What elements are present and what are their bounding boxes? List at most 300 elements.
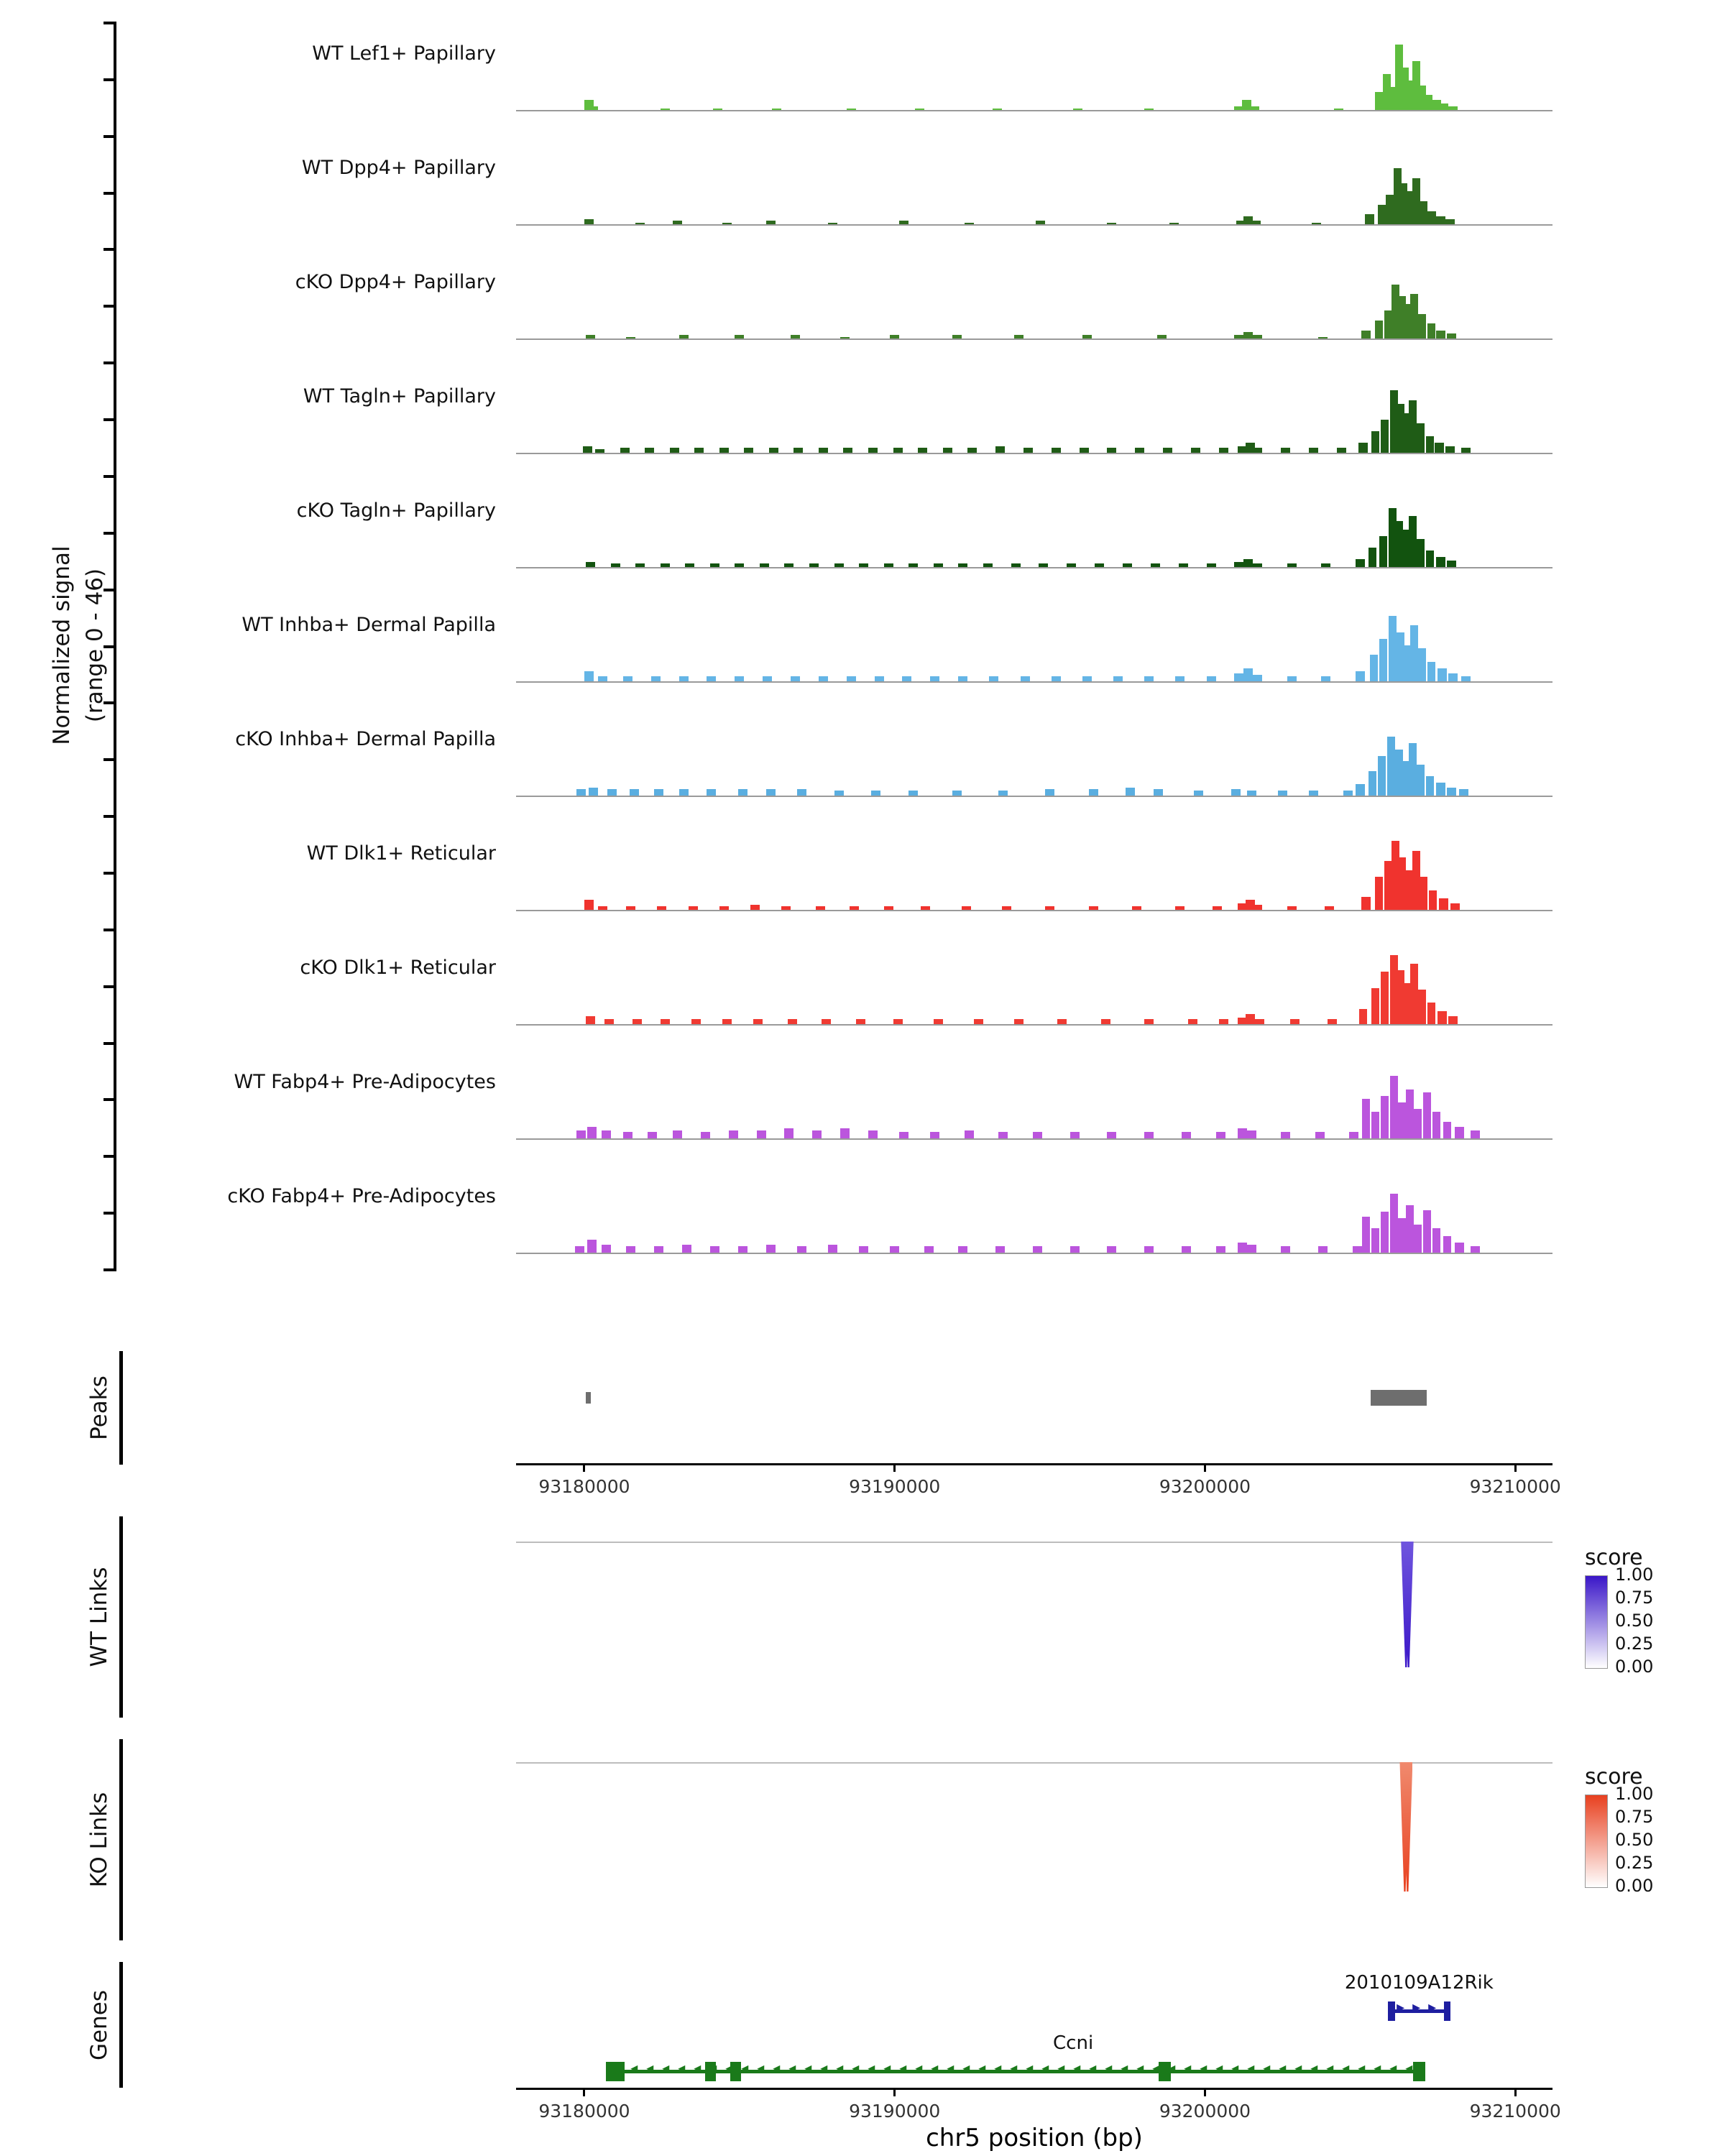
signal-bar <box>1073 109 1082 110</box>
signal-bar <box>1371 1112 1379 1138</box>
signal-bar <box>840 1128 850 1138</box>
signal-y-tick <box>104 1042 116 1045</box>
signal-bar <box>1409 516 1417 567</box>
gene-strand-arrow: ◂ <box>1168 2059 1176 2076</box>
signal-track-3 <box>516 377 1552 453</box>
signal-bar <box>1334 109 1343 110</box>
peaks-x-tick <box>583 1463 585 1472</box>
peaks-spine <box>119 1351 123 1465</box>
gene-strand-arrow: ◂ <box>1105 2059 1113 2076</box>
signal-bar <box>1188 1019 1197 1024</box>
signal-bar <box>1417 539 1425 567</box>
signal-bar <box>1390 1076 1398 1138</box>
signal-bar <box>1439 898 1448 910</box>
signal-y-tick <box>104 758 116 761</box>
signal-bar <box>1234 335 1243 338</box>
signal-bar <box>998 791 1008 796</box>
signal-bar <box>934 563 943 567</box>
genes-x-tick <box>1204 2088 1206 2096</box>
signal-bar <box>1281 1246 1290 1253</box>
signal-bar <box>1213 906 1222 910</box>
signal-bar <box>1384 310 1392 338</box>
signal-bar <box>598 676 607 681</box>
signal-bar <box>819 676 828 681</box>
signal-bar <box>1404 870 1412 910</box>
signal-bar <box>924 1246 934 1253</box>
ko-links-spine <box>119 1739 123 1940</box>
signal-bar <box>1410 294 1418 338</box>
genes-spine <box>119 1962 123 2088</box>
signal-bar <box>1378 205 1386 224</box>
track-baseline-5 <box>516 681 1552 683</box>
signal-bar <box>1281 448 1290 453</box>
signal-bar <box>1287 906 1297 910</box>
signal-bar <box>1253 563 1262 567</box>
gene-strand-arrow: ◂ <box>1152 2059 1160 2076</box>
signal-bar <box>1426 550 1434 567</box>
signal-track-7 <box>516 834 1552 910</box>
peak-region-1 <box>1371 1390 1427 1406</box>
signal-bar <box>679 789 689 796</box>
signal-bar <box>989 676 998 681</box>
signal-bar <box>1219 448 1228 453</box>
signal-bar <box>1328 1019 1337 1024</box>
legend-gradient-0 <box>1585 1575 1608 1669</box>
signal-bar <box>1436 331 1445 338</box>
signal-bar <box>1435 443 1444 453</box>
signal-bar <box>791 335 800 338</box>
signal-bar <box>840 337 850 338</box>
signal-bar <box>713 109 722 110</box>
signal-bar <box>1403 983 1411 1024</box>
signal-track-0 <box>516 34 1552 110</box>
signal-bar <box>1132 906 1141 910</box>
legend-gradient-1 <box>1585 1795 1608 1888</box>
signal-y-tick <box>104 815 116 818</box>
signal-bar <box>1447 333 1456 338</box>
signal-bar <box>1384 861 1392 910</box>
track-label-10: cKO Fabp4+ Pre-Adipocytes <box>227 1184 496 1207</box>
signal-bar <box>1281 1132 1290 1138</box>
genes-x-tick-label-0: 93180000 <box>538 2101 630 2122</box>
signal-bar <box>1021 676 1030 681</box>
gene-strand-arrow: ◂ <box>1374 2059 1381 2076</box>
signal-bar <box>1361 897 1371 910</box>
gene-strand-arrow: ▸ <box>1428 1999 1437 2017</box>
signal-bar <box>1207 676 1216 681</box>
signal-bar <box>626 906 635 910</box>
signal-bar <box>1191 448 1200 453</box>
signal-bar <box>682 1245 691 1253</box>
signal-bar <box>760 563 769 567</box>
signal-bar <box>1439 103 1448 110</box>
signal-bar <box>1443 1236 1451 1253</box>
signal-bar <box>1448 673 1458 681</box>
gene-strand-arrow: ◂ <box>615 2059 622 2076</box>
legend-tick-1-3: 0.25 <box>1615 1853 1654 1873</box>
gene-strand-arrow: ◂ <box>1200 2059 1208 2076</box>
gene-exon-0-1 <box>1444 2001 1450 2021</box>
signal-bar <box>812 1130 822 1138</box>
signal-bar <box>1082 335 1092 338</box>
x-axis-title: chr5 position (bp) <box>926 2124 1143 2152</box>
signal-bar <box>1390 1194 1398 1253</box>
signal-bar <box>958 563 967 567</box>
signal-bar <box>1107 1132 1116 1138</box>
signal-bar <box>661 563 670 567</box>
signal-bar <box>1356 671 1365 681</box>
signal-bar <box>902 676 911 681</box>
legend-tick-0-0: 1.00 <box>1615 1565 1654 1585</box>
gene-exon-0-0 <box>1388 2001 1394 2021</box>
signal-bar <box>1381 1096 1389 1138</box>
signal-bar <box>1011 563 1021 567</box>
legend-title-0: score <box>1585 1545 1643 1570</box>
signal-y-tick <box>104 22 116 24</box>
signal-bar <box>722 1019 732 1024</box>
signal-bar <box>1157 335 1167 338</box>
signal-bar <box>645 448 654 453</box>
signal-bar <box>1379 639 1387 681</box>
signal-bar <box>1337 448 1346 453</box>
signal-bar <box>1471 1246 1480 1253</box>
signal-bar <box>1423 1210 1431 1253</box>
signal-bar <box>1429 890 1437 910</box>
track-baseline-2 <box>516 338 1552 340</box>
legend-tick-1-1: 0.75 <box>1615 1807 1654 1827</box>
signal-bar <box>1459 789 1468 796</box>
signal-bar <box>1362 1217 1370 1253</box>
signal-bar <box>1378 756 1386 796</box>
signal-bar <box>1436 783 1445 796</box>
signal-bar <box>648 1132 657 1138</box>
signal-bar <box>589 788 598 796</box>
signal-bar <box>586 562 595 567</box>
signal-bar <box>1039 563 1048 567</box>
signal-bar <box>1423 1092 1431 1138</box>
legend-tick-1-0: 1.00 <box>1615 1784 1654 1804</box>
track-label-9: WT Fabp4+ Pre-Adipocytes <box>234 1070 496 1093</box>
signal-bar <box>1154 789 1163 796</box>
peaks-x-tick-label-2: 93200000 <box>1159 1476 1251 1497</box>
signal-bar <box>611 563 620 567</box>
signal-bar <box>729 1130 738 1138</box>
signal-bar <box>1243 668 1253 681</box>
signal-bar <box>1381 972 1389 1024</box>
signal-y-tick <box>104 361 116 364</box>
peaks-x-tick-label-0: 93180000 <box>538 1476 630 1497</box>
signal-bar <box>763 676 772 681</box>
signal-bar <box>623 1132 632 1138</box>
signal-bar <box>661 109 670 110</box>
signal-bar <box>604 1019 614 1024</box>
signal-bar <box>1447 788 1456 796</box>
peaks-x-tick <box>1514 1463 1517 1472</box>
signal-bar <box>719 906 729 910</box>
track-baseline-6 <box>516 796 1552 797</box>
signal-bar <box>1057 1019 1067 1024</box>
signal-bar <box>1107 1246 1116 1253</box>
signal-bar <box>1375 877 1383 910</box>
gene-strand-arrow: ◂ <box>1215 2059 1223 2076</box>
signal-bar <box>1045 906 1054 910</box>
legend-tick-1-2: 0.50 <box>1615 1830 1654 1850</box>
signal-bar <box>1381 1212 1389 1253</box>
signal-bar <box>1144 1019 1154 1024</box>
gene-strand-arrow: ◂ <box>1310 2059 1318 2076</box>
genes-x-tick <box>1514 2088 1517 2096</box>
track-label-5: WT Inhba+ Dermal Papilla <box>242 613 496 636</box>
signal-bar <box>584 900 594 910</box>
signal-bar <box>1361 331 1371 338</box>
signal-bar <box>1371 1228 1379 1253</box>
signal-bar <box>1410 964 1418 1024</box>
signal-bar <box>930 676 939 681</box>
signal-bar <box>1067 563 1076 567</box>
signal-bar <box>781 906 791 910</box>
legend-title-1: score <box>1585 1764 1643 1789</box>
gene-strand-arrow: ◂ <box>630 2059 638 2076</box>
signal-y-tick <box>104 1155 116 1158</box>
signal-bar <box>1309 791 1318 796</box>
signal-bar <box>1107 223 1116 224</box>
signal-bar <box>1356 784 1365 796</box>
signal-bar <box>784 563 794 567</box>
signal-bar <box>657 906 666 910</box>
genes-section-label: Genes <box>86 1989 112 2060</box>
signal-bar <box>632 1019 642 1024</box>
peak-region-0 <box>586 1392 591 1404</box>
signal-bar <box>890 335 899 338</box>
signal-bar <box>1095 563 1104 567</box>
signal-bar <box>707 676 716 681</box>
gene-strand-arrow: ◂ <box>1326 2059 1334 2076</box>
signal-bar <box>602 1245 611 1253</box>
signal-bar <box>1445 446 1455 453</box>
gene-strand-arrow: ◂ <box>1247 2059 1255 2076</box>
signal-bar <box>908 563 918 567</box>
gene-strand-arrow: ◂ <box>694 2059 702 2076</box>
signal-bar <box>1420 877 1427 910</box>
signal-bar <box>679 676 689 681</box>
signal-bar <box>890 1246 899 1253</box>
y-axis-label-line1: Normalized signal <box>49 545 75 745</box>
signal-bar <box>1414 1225 1422 1253</box>
signal-bar <box>819 448 828 453</box>
signal-bar <box>1448 106 1458 110</box>
signal-bar <box>738 789 748 796</box>
signal-bar <box>809 563 819 567</box>
signal-bar <box>1375 92 1383 110</box>
signal-bar <box>1216 1246 1225 1253</box>
signal-bar <box>685 563 694 567</box>
signal-bar <box>1207 563 1216 567</box>
signal-track-2 <box>516 263 1552 338</box>
signal-bar <box>575 1246 584 1253</box>
gene-strand-arrow: ◂ <box>1263 2059 1271 2076</box>
signal-bar <box>1321 563 1330 567</box>
signal-bar <box>1107 448 1116 453</box>
signal-bar <box>1450 903 1460 910</box>
signal-bar <box>1387 737 1395 796</box>
signal-bar <box>595 449 604 453</box>
peaks-x-axis-line <box>516 1463 1552 1465</box>
signal-bar <box>1231 789 1241 796</box>
signal-bar <box>691 1019 701 1024</box>
signal-bar <box>1255 1019 1264 1024</box>
signal-bar <box>1353 1246 1362 1253</box>
signal-bar <box>1234 562 1243 567</box>
signal-bar <box>1403 645 1411 681</box>
signal-bar <box>1014 1019 1024 1024</box>
signal-bar <box>584 671 594 681</box>
signal-bar <box>587 1127 597 1138</box>
signal-bar <box>1426 436 1434 453</box>
signal-bar <box>1033 1132 1042 1138</box>
signal-bar <box>859 563 868 567</box>
gene-strand-arrow: ▸ <box>1397 1999 1405 2017</box>
gene-strand-arrow: ◂ <box>709 2059 717 2076</box>
signal-bar <box>1287 676 1297 681</box>
gene-strand-arrow: ◂ <box>1279 2059 1287 2076</box>
signal-bar <box>1362 1099 1370 1138</box>
signal-bar <box>626 1246 635 1253</box>
signal-bar <box>1315 1132 1325 1138</box>
signal-bar <box>1290 1019 1300 1024</box>
signal-bar <box>1246 1014 1255 1024</box>
signal-bar <box>952 791 962 796</box>
signal-bar <box>1318 1246 1328 1253</box>
signal-bar <box>1247 1130 1256 1138</box>
signal-bar <box>1443 1122 1451 1138</box>
signal-track-9 <box>516 1063 1552 1138</box>
signal-bar <box>735 563 744 567</box>
signal-bar <box>1427 323 1435 338</box>
gene-strand-arrow: ◂ <box>1342 2059 1350 2076</box>
signal-bar <box>1426 776 1434 796</box>
signal-bar <box>626 337 635 338</box>
signal-bar <box>583 446 592 453</box>
legend-tick-0-4: 0.00 <box>1615 1657 1654 1677</box>
track-baseline-9 <box>516 1138 1552 1140</box>
signal-bar <box>1368 771 1376 796</box>
signal-bar <box>1033 1246 1042 1253</box>
signal-bar <box>847 109 856 110</box>
gene-strand-arrow: ◂ <box>947 2059 954 2076</box>
signal-track-5 <box>516 606 1552 681</box>
signal-bar <box>1123 563 1132 567</box>
signal-bar <box>899 221 908 224</box>
legend-tick-1-4: 0.00 <box>1615 1876 1654 1896</box>
signal-y-tick <box>104 78 116 81</box>
signal-bar <box>908 791 918 796</box>
track-label-2: cKO Dpp4+ Papillary <box>295 270 496 293</box>
signal-bar <box>651 676 661 681</box>
signal-bar <box>1253 335 1262 338</box>
gene-strand-arrow: ◂ <box>1136 2059 1144 2076</box>
signal-bar <box>1412 851 1420 910</box>
signal-bar <box>1438 1011 1447 1024</box>
gene-strand-arrow: ◂ <box>852 2059 860 2076</box>
signal-bar <box>934 1019 943 1024</box>
peaks-section-label: Peaks <box>86 1376 112 1440</box>
signal-bar <box>1455 1127 1464 1138</box>
signal-bar <box>1151 563 1160 567</box>
gene-exon-1-4 <box>1413 2062 1425 2081</box>
signal-bar <box>757 1130 766 1138</box>
signal-bar <box>1438 668 1447 681</box>
signal-bar <box>1386 195 1394 224</box>
signal-y-tick <box>104 305 116 308</box>
signal-bar <box>1216 1132 1225 1138</box>
signal-bar <box>930 1132 939 1138</box>
signal-bar <box>1398 1102 1406 1138</box>
gene-strand-arrow: ◂ <box>1231 2059 1239 2076</box>
signal-bar <box>753 1019 763 1024</box>
track-baseline-4 <box>516 567 1552 568</box>
signal-bar <box>993 109 1002 110</box>
signal-y-tick <box>104 192 116 195</box>
genes-x-tick <box>583 2088 585 2096</box>
signal-bar <box>893 448 903 453</box>
signal-bar <box>884 906 893 910</box>
signal-bar <box>1445 219 1455 224</box>
signal-y-tick <box>104 1212 116 1215</box>
track-baseline-3 <box>516 453 1552 454</box>
legend-tick-0-2: 0.50 <box>1615 1611 1654 1631</box>
signal-bar <box>1126 788 1135 796</box>
signal-bar <box>586 1016 595 1024</box>
signal-track-4 <box>516 492 1552 567</box>
signal-bar <box>1070 1246 1080 1253</box>
signal-bar <box>630 789 639 796</box>
ko-links-guide <box>516 1762 1552 1764</box>
signal-bar <box>1179 563 1188 567</box>
track-label-8: cKO Dlk1+ Reticular <box>300 956 496 979</box>
signal-bar <box>884 563 893 567</box>
gene-strand-arrow: ◂ <box>1026 2059 1034 2076</box>
signal-bar <box>1024 448 1033 453</box>
signal-y-tick <box>104 418 116 421</box>
signal-bar <box>784 1128 794 1138</box>
signal-bar <box>1247 1245 1256 1253</box>
signal-bar <box>816 906 825 910</box>
signal-y-tick <box>104 248 116 251</box>
signal-bar <box>1253 675 1262 681</box>
signal-bar <box>735 335 744 338</box>
gene-strand-arrow: ◂ <box>820 2059 828 2076</box>
gene-strand-arrow: ◂ <box>1041 2059 1049 2076</box>
signal-y-tick <box>104 135 116 138</box>
genes-x-tick-label-3: 93210000 <box>1469 2101 1561 2122</box>
signal-bar <box>701 1132 710 1138</box>
signal-bar <box>915 109 924 110</box>
signal-bar <box>1253 448 1262 453</box>
signal-bar <box>1436 557 1445 567</box>
gene-strand-arrow: ◂ <box>1358 2059 1366 2076</box>
signal-bar <box>952 335 962 338</box>
signal-track-6 <box>516 720 1552 796</box>
signal-bar <box>772 109 781 110</box>
signal-y-tick <box>104 872 116 875</box>
signal-bar <box>1175 906 1184 910</box>
signal-bar <box>797 789 806 796</box>
signal-bar <box>1409 743 1417 796</box>
wt-links-section-label: WT Links <box>86 1567 112 1667</box>
signal-bar <box>1243 559 1253 567</box>
signal-bar <box>722 223 732 224</box>
gene-strand-arrow: ◂ <box>773 2059 781 2076</box>
